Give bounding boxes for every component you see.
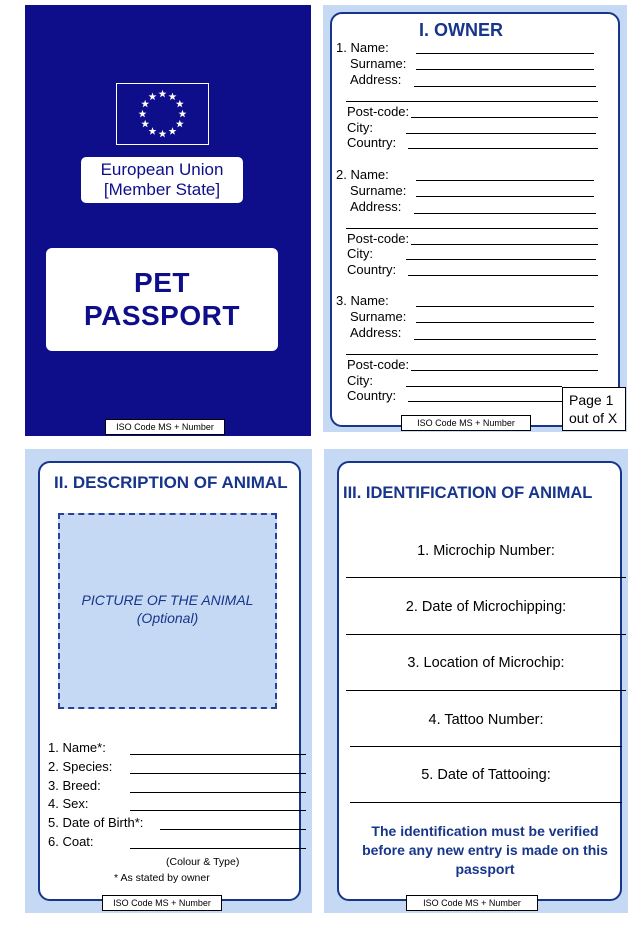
microchip-location-label: 3. Location of Microchip: xyxy=(407,655,565,671)
owner-address-line[interactable] xyxy=(414,213,596,214)
animal-breed-label: 3. Breed: xyxy=(48,778,101,793)
owner-country-line[interactable] xyxy=(408,148,598,149)
animal-dob-label: 5. Date of Birth*: xyxy=(48,815,144,830)
eu-star-icon xyxy=(149,127,157,135)
asterisk: * xyxy=(114,872,119,884)
verification-note xyxy=(340,822,630,879)
owner-country-label: Country: xyxy=(347,262,397,277)
animal-dob-line[interactable] xyxy=(160,829,306,830)
eu-star-icon xyxy=(149,92,157,100)
animal-species-line[interactable] xyxy=(130,773,306,774)
eu-line: European Union xyxy=(100,160,224,179)
owner-address-line-2[interactable] xyxy=(346,228,598,229)
owner-postcode-line[interactable] xyxy=(411,244,598,245)
eu-star-icon xyxy=(176,120,184,128)
coat-note: (Colour & Type) xyxy=(166,856,240,868)
microchip-date-line[interactable] xyxy=(346,634,626,635)
owner-city-label: City: xyxy=(347,373,373,388)
owner-name-line[interactable] xyxy=(416,180,594,181)
owner-name-line[interactable] xyxy=(416,306,594,307)
owner-surname-label: Surname: xyxy=(350,183,407,198)
eu-star-icon xyxy=(139,110,147,118)
owner-address-line[interactable] xyxy=(414,86,596,87)
owner-surname-label: Surname: xyxy=(350,309,407,324)
owner-address-line-2[interactable] xyxy=(346,354,598,355)
owner-title: I. OWNER xyxy=(419,20,503,40)
owner-country-label: Country: xyxy=(347,388,397,403)
eu-star-icon xyxy=(169,127,177,135)
eu-star-icon xyxy=(169,92,177,100)
page-total-line: out of X xyxy=(569,410,618,426)
owner-name-label: 3. Name: xyxy=(336,293,389,308)
owner-country-label: Country: xyxy=(347,135,397,150)
animal-sex-line[interactable] xyxy=(130,810,306,811)
owner-surname-line[interactable] xyxy=(416,196,594,197)
animal-sex-label: 4. Sex: xyxy=(48,796,89,811)
eu-star-icon xyxy=(159,90,167,98)
title-line-pet: PET xyxy=(134,267,190,298)
microchip-number-line[interactable] xyxy=(346,577,626,578)
iso-code-box: ISO Code MS + Number xyxy=(401,415,531,431)
picture-label: PICTURE OF THE ANIMAL xyxy=(81,592,254,608)
eu-star-icon xyxy=(179,110,187,118)
eu-flag-icon xyxy=(116,83,209,145)
animal-coat-label: 6. Coat: xyxy=(48,834,94,849)
animal-name-label: 1. Name*: xyxy=(48,740,106,755)
owner-name-label: 2. Name: xyxy=(336,167,389,182)
eu-stars-icon xyxy=(117,84,208,144)
iso-code-box: ISO Code MS + Number xyxy=(105,419,225,435)
owner-postcode-line[interactable] xyxy=(411,117,598,118)
owner-country-line[interactable] xyxy=(408,275,598,276)
tattoo-date-label: 5. Date of Tattooing: xyxy=(421,767,551,783)
owner-city-label: City: xyxy=(347,246,373,261)
owner-address-line[interactable] xyxy=(414,339,596,340)
verification-note-line: The identification must be verified xyxy=(371,823,599,839)
owner-stated-note xyxy=(114,871,210,886)
owner-postcode-label: Post-code: xyxy=(347,104,410,119)
page-number-box xyxy=(562,387,626,431)
identification-title: III. IDENTIFICATION OF ANIMAL xyxy=(343,484,593,502)
owner-name-label: 1. Name: xyxy=(336,40,389,55)
owner-surname-line[interactable] xyxy=(416,69,594,70)
page-number-line: Page 1 xyxy=(569,392,614,408)
owner-city-label: City: xyxy=(347,120,373,135)
description-title: II. DESCRIPTION OF ANIMAL xyxy=(54,473,288,492)
owner-city-line[interactable] xyxy=(406,259,596,260)
owner-surname-line[interactable] xyxy=(416,322,594,323)
owner-stated-text: As stated by owner xyxy=(120,872,210,884)
animal-name-line[interactable] xyxy=(130,754,306,755)
animal-breed-line[interactable] xyxy=(130,792,306,793)
owner-postcode-label: Post-code: xyxy=(347,231,410,246)
eu-star-icon xyxy=(176,100,184,108)
owner-postcode-line[interactable] xyxy=(411,370,598,371)
microchip-date-label: 2. Date of Microchipping: xyxy=(405,599,567,615)
verification-note-line: before any new entry is made on this xyxy=(362,842,608,858)
owner-surname-label: Surname: xyxy=(350,56,407,71)
tattoo-number-label: 4. Tattoo Number: xyxy=(428,712,544,728)
verification-note-line: passport xyxy=(455,861,515,877)
eu-member-state-label xyxy=(81,157,243,203)
microchip-location-line[interactable] xyxy=(346,690,626,691)
microchip-number-label: 1. Microchip Number: xyxy=(417,543,555,559)
tattoo-number-line[interactable] xyxy=(350,746,622,747)
owner-address-line-2[interactable] xyxy=(346,101,598,102)
animal-species-label: 2. Species: xyxy=(48,759,113,774)
animal-picture-placeholder[interactable] xyxy=(58,513,277,709)
owner-postcode-label: Post-code: xyxy=(347,357,410,372)
eu-star-icon xyxy=(159,130,167,138)
eu-star-icon xyxy=(141,100,149,108)
tattoo-date-line[interactable] xyxy=(350,802,622,803)
animal-coat-line[interactable] xyxy=(130,848,306,849)
owner-address-label: Address: xyxy=(350,199,402,214)
iso-code-box: ISO Code MS + Number xyxy=(406,895,538,911)
pet-passport-title xyxy=(46,248,278,351)
owner-country-line[interactable] xyxy=(408,401,562,402)
owner-city-line[interactable] xyxy=(406,386,562,387)
owner-address-label: Address: xyxy=(350,325,402,340)
owner-name-line[interactable] xyxy=(416,53,594,54)
passport-cover xyxy=(25,5,311,436)
owner-address-label: Address: xyxy=(350,72,402,87)
picture-optional-label: (Optional) xyxy=(136,610,199,626)
iso-code-box: ISO Code MS + Number xyxy=(102,895,222,911)
owner-city-line[interactable] xyxy=(406,133,596,134)
title-line-passport: PASSPORT xyxy=(84,300,240,331)
eu-star-icon xyxy=(141,120,149,128)
member-state-line: [Member State] xyxy=(103,180,221,199)
